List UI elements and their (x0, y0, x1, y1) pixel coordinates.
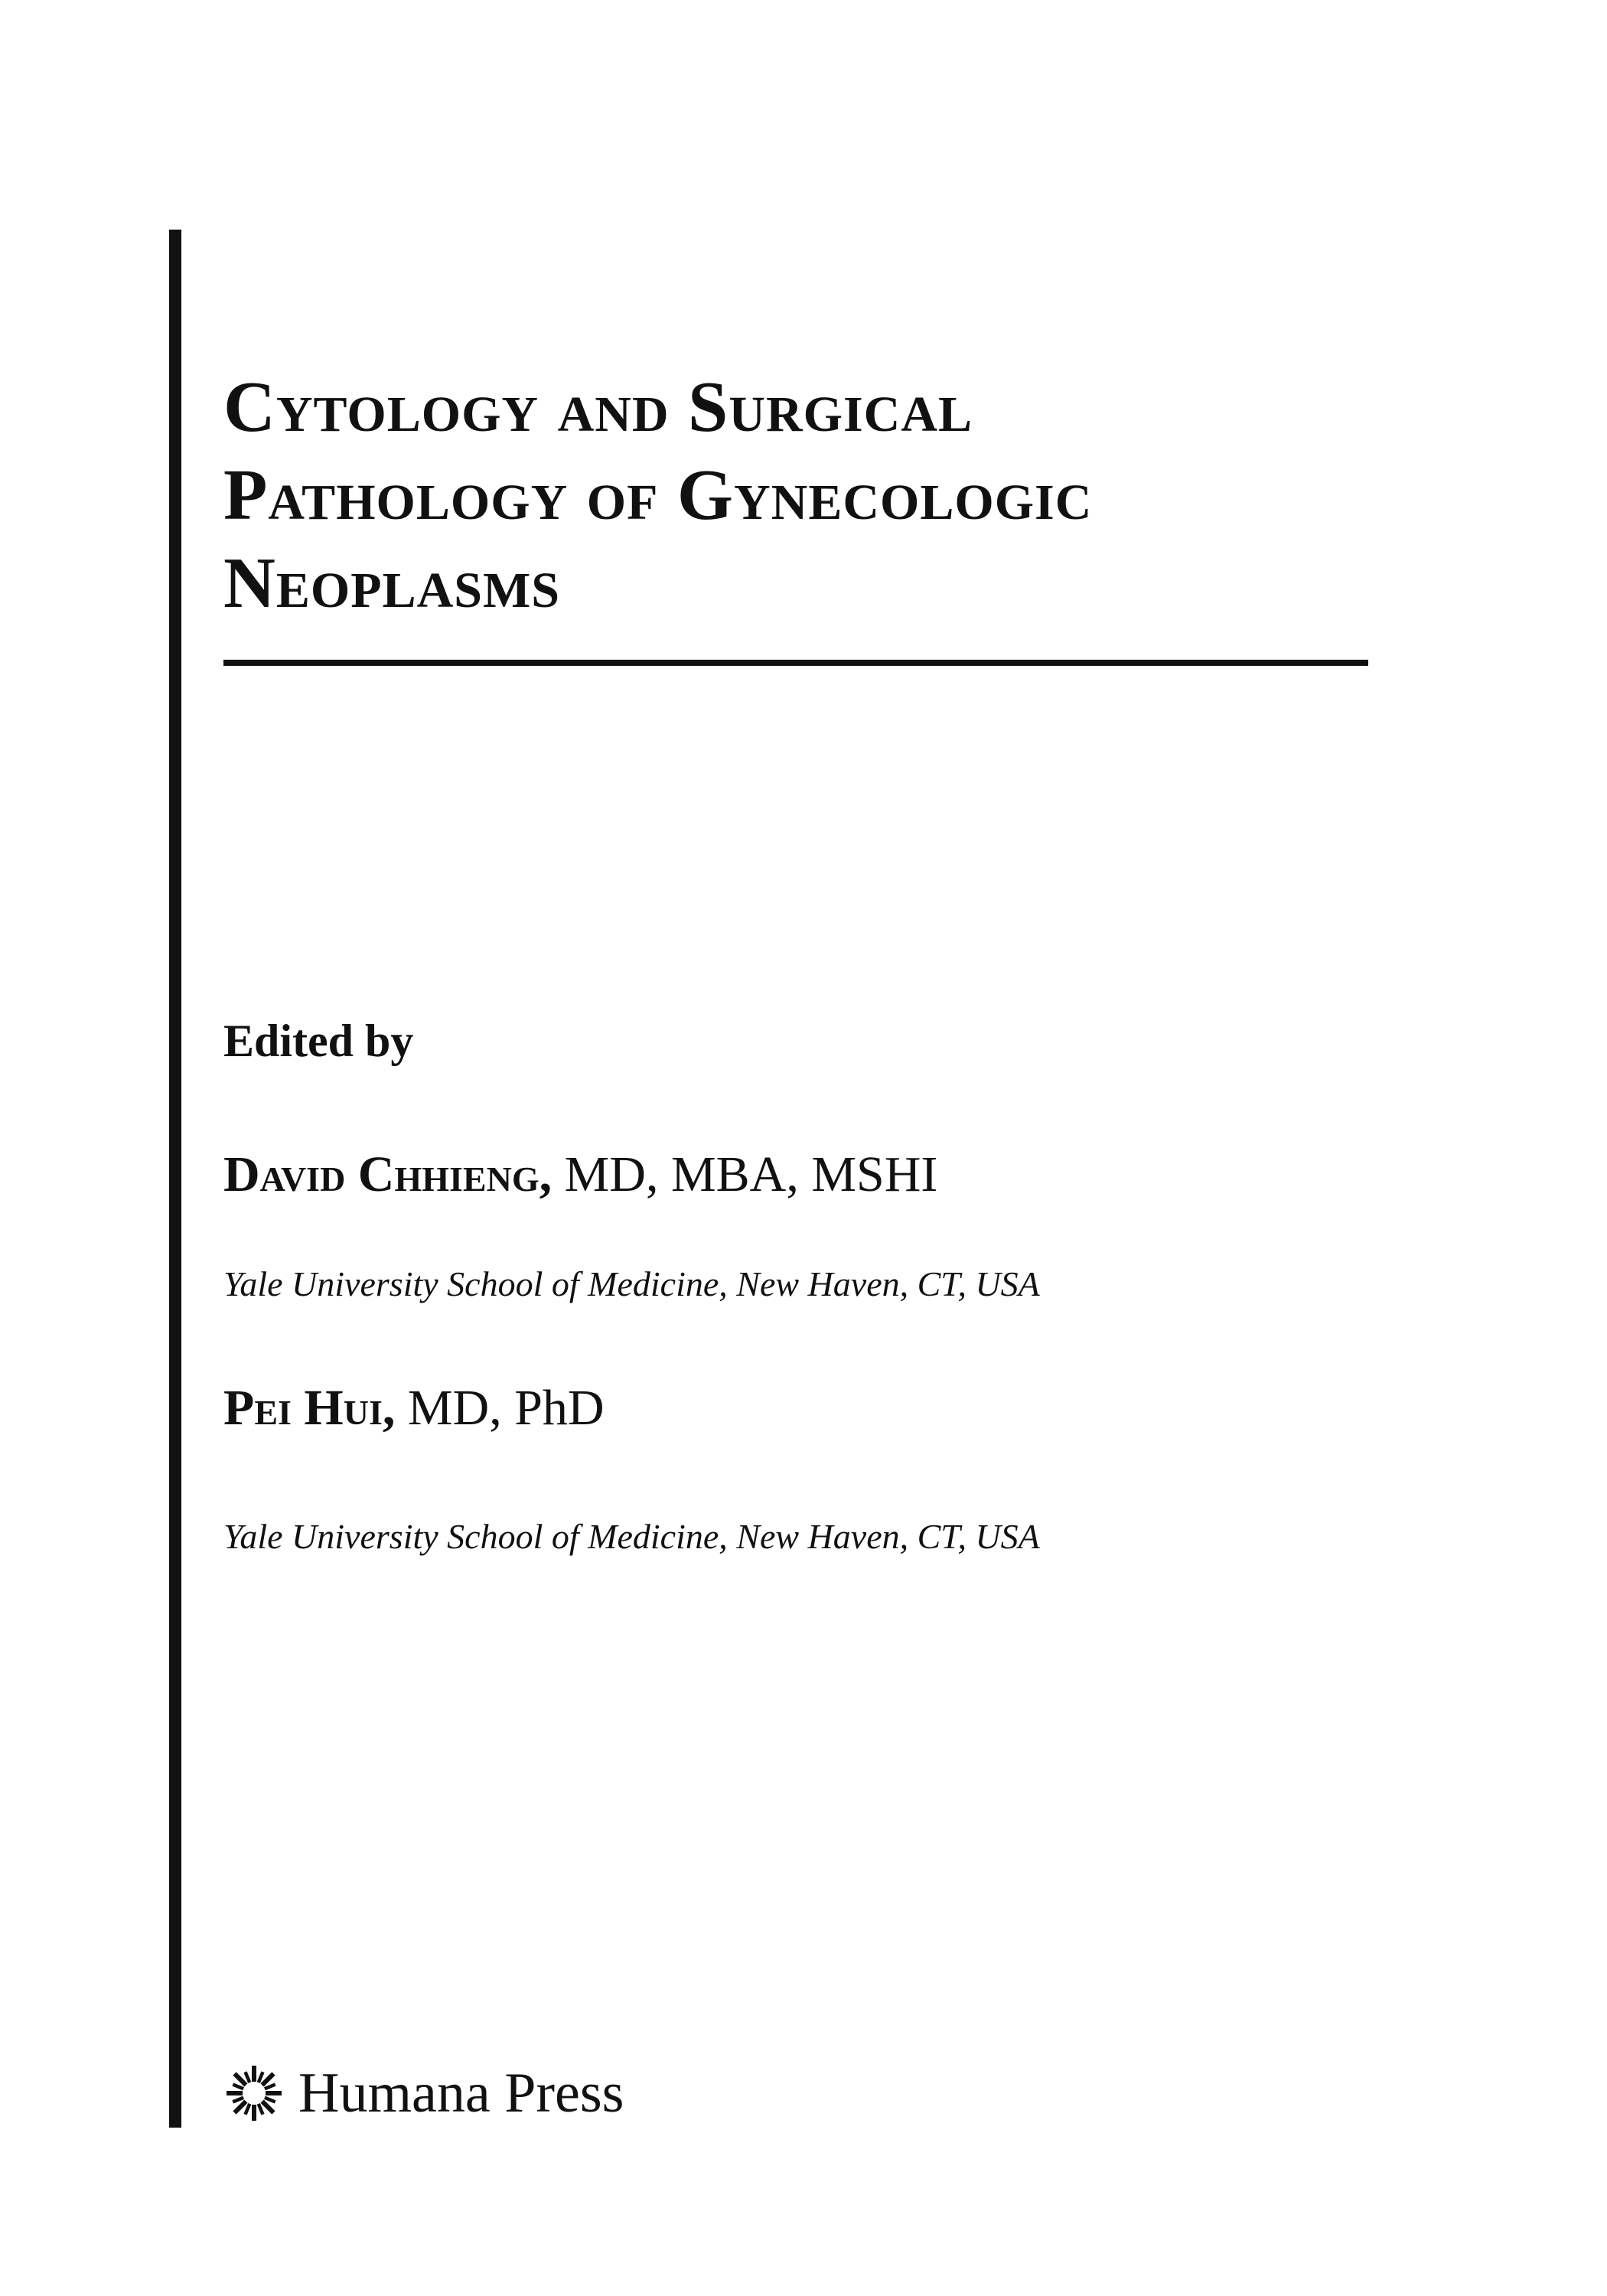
editor-affiliation: Yale University School of Medicine, New Haven, CT, USA (223, 1264, 1040, 1303)
humana-press-sunburst-icon (223, 2063, 285, 2124)
sunburst-ray (227, 2091, 243, 2095)
editor-name (223, 1378, 605, 1439)
book-title-line-2: Pathology of Gynecologic (223, 455, 1093, 535)
book-title-line-1: Cytology and Surgical (223, 367, 973, 447)
sunburst-ray (252, 2066, 256, 2082)
edited-by-label: Edited by (223, 1016, 414, 1066)
book-title-line-3: Neoplasms (223, 543, 560, 623)
book-title (223, 364, 1371, 628)
editor-credentials: MD, MBA, MSHI (564, 1146, 938, 1202)
vertical-rule (169, 230, 181, 2128)
editor-credentials: MD, PhD (407, 1380, 605, 1436)
sunburst-ray (252, 2105, 256, 2121)
sunburst-ray (266, 2091, 282, 2095)
publisher-name: Humana Press (298, 2062, 624, 2125)
publisher-imprint (223, 2051, 624, 2135)
title-underline-rule (223, 660, 1368, 666)
editor-affiliation: Yale University School of Medicine, New Haven, CT, USA (223, 1517, 1040, 1556)
editor-name (223, 1144, 937, 1205)
editor-name-text: Pei Hui, (223, 1380, 396, 1436)
editor-name-text: David Chhieng, (223, 1146, 553, 1202)
